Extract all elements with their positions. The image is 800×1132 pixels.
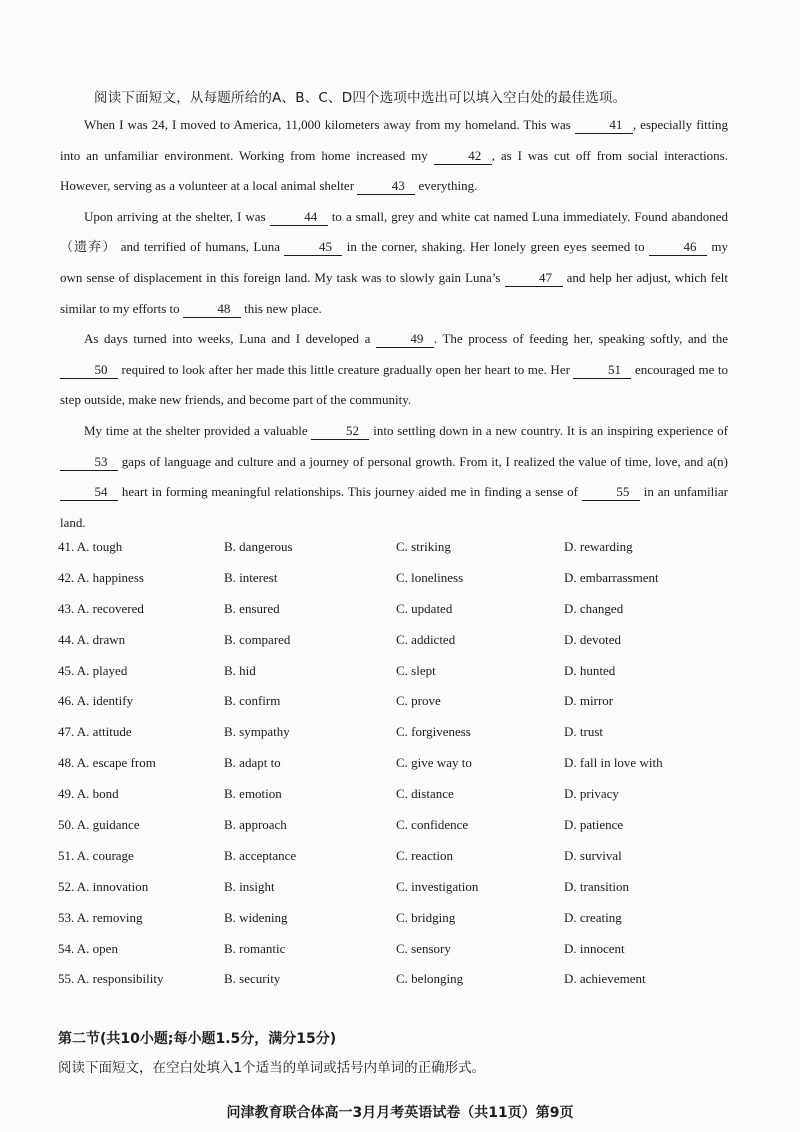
option-d: D. survival [564, 847, 622, 863]
option-a: 41. A. tough [58, 539, 123, 554]
option-b: B. widening [224, 909, 288, 925]
passage-text: my own sense of displacement in this foreign land. My task was to slowly gain Luna’s [60, 239, 728, 285]
passage-text: everything. [415, 178, 478, 194]
option-d: D. patience [564, 817, 624, 833]
option-c: C. prove [396, 693, 441, 709]
option-b: B. approach [224, 817, 287, 833]
option-d: D. rewarding [564, 539, 633, 554]
option-c: C. bridging [396, 909, 456, 925]
option-row [58, 815, 738, 846]
option-d: D. devoted [564, 631, 622, 647]
section-2-instruction: 阅读下面短文，在空白处填入1个适当的单词或括号内单词的正确形式。 [58, 1060, 486, 1076]
option-row [58, 661, 738, 692]
option-a: 54. A. open [58, 940, 118, 956]
option-c: C. distance [396, 786, 454, 802]
blank-54: 54 [60, 484, 118, 501]
option-d: D. innocent [564, 940, 625, 956]
option-c: C. investigation [396, 878, 479, 894]
option-d: D. achievement [564, 971, 646, 987]
option-c: C. striking [396, 539, 451, 554]
option-row [58, 969, 738, 1000]
passage-text: When I was 24, I moved to America, 11,000 kilometers away from my homeland. This was [84, 117, 575, 132]
option-row [58, 784, 738, 815]
passage-text: and help her adjust, which felt similar to my efforts to [60, 269, 728, 316]
passage-text: required to look after her made this little creature gradually open her heart to me. Her [118, 361, 574, 377]
option-a: 44. A. drawn [58, 631, 126, 647]
option-a: 45. A. played [58, 662, 128, 678]
option-d: D. hunted [564, 662, 616, 678]
blank-43: 43 [357, 178, 415, 195]
option-a: 48. A. escape from [58, 755, 156, 771]
option-a: 42. A. happiness [58, 569, 144, 585]
option-row [58, 599, 738, 630]
option-a: 55. A. responsibility [58, 971, 164, 987]
option-b: B. compared [224, 631, 291, 647]
option-a: 49. A. bond [58, 786, 119, 802]
option-c: C. addicted [396, 631, 456, 647]
option-b: B. hid [224, 662, 256, 678]
option-row [58, 939, 738, 970]
option-row [58, 753, 738, 784]
option-row [58, 630, 738, 661]
passage-text: this new place. [240, 300, 322, 316]
option-b: B. acceptance [224, 847, 297, 863]
blank-47: 47 [505, 270, 563, 287]
paragraph-4 [60, 416, 728, 538]
option-row [58, 722, 738, 753]
option-a: 43. A. recovered [58, 600, 144, 616]
option-c: C. sensory [396, 940, 451, 956]
option-b: B. security [224, 971, 281, 987]
option-b: B. adapt to [224, 755, 281, 771]
paragraph-3 [60, 324, 728, 416]
passage-text: in an unfamiliar land. [60, 484, 728, 530]
blank-55: 55 [582, 484, 640, 501]
option-a: 47. A. attitude [58, 724, 132, 740]
option-d: D. transition [564, 878, 629, 894]
option-a: 51. A. courage [58, 847, 134, 863]
option-b: B. dangerous [224, 539, 293, 554]
option-row [58, 691, 738, 722]
page-footer: 问津教育联合体高一3月月考英语试卷（共11页）第9页 [226, 1105, 574, 1121]
option-a: 53. A. removing [58, 909, 143, 925]
passage-text: into settling down in a new country. It is an inspiring experience of [369, 422, 728, 438]
option-row [58, 537, 738, 568]
option-a: 50. A. guidance [58, 817, 140, 833]
passage-text: in the corner, shaking. Her lonely green eyes seemed to [342, 239, 650, 255]
option-row [58, 846, 738, 877]
option-c: C. reaction [396, 847, 454, 863]
blank-42: 42 [434, 148, 492, 165]
passage-text: heart in forming meaningful relationships. This journey aided me in finding a sense of [118, 484, 582, 500]
option-row [58, 568, 738, 599]
option-b: B. emotion [224, 786, 282, 802]
option-d: D. privacy [564, 786, 619, 802]
option-b: B. interest [224, 569, 278, 585]
blank-41: 41 [575, 117, 633, 134]
passage-text: to a small, grey and white cat named Luna immediately. Found abandoned（遗弃） and terrified of humans, Luna [60, 208, 728, 255]
blank-50: 50 [60, 362, 118, 379]
option-c: C. give way to [396, 755, 472, 771]
option-b: B. confirm [224, 693, 281, 709]
passage-text: As days turned into weeks, Luna and I developed a [84, 331, 376, 347]
blank-52: 52 [311, 423, 369, 440]
blank-53: 53 [60, 454, 118, 471]
option-d: D. creating [564, 909, 622, 925]
paragraph-1 [60, 110, 728, 202]
option-d: D. mirror [564, 693, 614, 709]
option-d: D. embarrassment [564, 569, 659, 585]
option-d: D. fall in love with [564, 755, 663, 771]
option-c: C. forgiveness [396, 724, 471, 740]
blank-48: 48 [183, 301, 241, 318]
option-b: B. romantic [224, 940, 286, 956]
passage-text: gaps of language and culture and a journey of personal growth. From it, I realized the value of time, love, and a(n) [118, 453, 728, 469]
blank-49: 49 [376, 331, 434, 348]
option-b: B. insight [224, 878, 275, 894]
passage-text: My time at the shelter provided a valuable [84, 422, 312, 438]
option-a: 46. A. identify [58, 693, 134, 709]
blank-44: 44 [270, 209, 328, 226]
passage-text: encouraged me to step outside, make new friends, and become part of the community. [60, 361, 729, 408]
blank-45: 45 [284, 239, 342, 256]
option-row [58, 877, 738, 908]
option-b: B. sympathy [224, 724, 290, 740]
blank-46: 46 [649, 239, 707, 256]
option-b: B. ensured [224, 600, 280, 616]
option-row [58, 908, 738, 939]
option-c: C. updated [396, 600, 453, 616]
blank-51: 51 [573, 362, 631, 379]
section-2-title: 第二节(共10小题;每小题1.5分，满分15分) [58, 1031, 337, 1047]
paragraph-2 [60, 202, 728, 324]
answer-options [58, 537, 738, 1000]
cloze-passage [60, 110, 728, 538]
option-d: D. changed [564, 600, 624, 616]
option-d: D. trust [564, 724, 603, 740]
reading-instruction: 阅读下面短文，从每题所给的A、B、C、D四个选项中选出可以填入空白处的最佳选项。 [94, 90, 627, 106]
option-c: C. slept [396, 662, 436, 678]
passage-text: , especially fitting into an unfamiliar environment. Working from home increased my [60, 117, 728, 163]
option-c: C. loneliness [396, 569, 464, 585]
option-c: C. belonging [396, 971, 464, 987]
passage-text: Upon arriving at the shelter, I was [84, 208, 270, 224]
passage-text: . The process of feeding her, speaking softly, and the [433, 331, 729, 347]
option-c: C. confidence [396, 817, 469, 833]
option-a: 52. A. innovation [58, 878, 149, 894]
passage-text: , as I was cut off from social interactions. However, serving as a volunteer at a local animal shelter [60, 147, 728, 194]
